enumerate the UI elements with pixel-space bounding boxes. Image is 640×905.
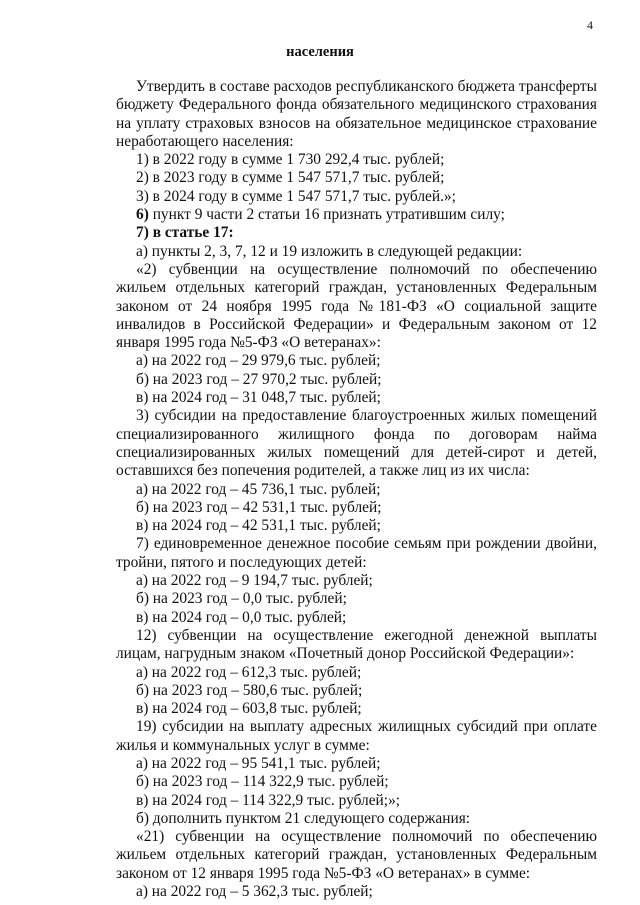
paragraph: б) дополнить пунктом 21 следующего содержания: xyxy=(136,809,471,827)
list-item: а) на 2022 год – 29 979,6 тыс. рублей; xyxy=(136,352,381,370)
list-item: б) на 2023 год – 580,6 тыс. рублей; xyxy=(136,681,363,699)
list-item: а) на 2022 год – 95 541,1 тыс. рублей; xyxy=(136,754,381,772)
paragraph-text: пункт 9 части 2 статьи 16 признать утратившим силу; xyxy=(152,206,505,224)
list-item: а) на 2022 год – 45 736,1 тыс. рублей; xyxy=(136,480,381,498)
paragraph: 19) субсидии на выплату адресных жилищных субсидий при оплате жилья и коммунальных услуг в сумме: xyxy=(116,718,597,754)
list-item: в) на 2024 год – 0,0 тыс. рублей; xyxy=(136,608,347,626)
list-item: а) на 2022 год – 5 362,3 тыс. рублей; xyxy=(136,883,373,901)
page-number: 4 xyxy=(587,18,593,32)
paragraph-item-6 xyxy=(116,206,597,224)
paragraph: «2) субвенции на осуществление полномочий по обеспечению жильем отдельных категорий граждан, установленных Федеральным законом от 24 ноября 1995 года №181-ФЗ «О социальной защите инвалидов в Российской Федерации» и Федеральным законом от 12 января 1995 года №5-ФЗ «О ветеранах»: xyxy=(116,260,597,352)
section-heading: населения xyxy=(286,44,354,60)
list-item: б) на 2023 год – 27 970,2 тыс. рублей; xyxy=(136,370,382,388)
document-body xyxy=(116,78,597,901)
bold-prefix: 7) xyxy=(136,224,149,242)
list-item: в) на 2024 год – 114 322,9 тыс. рублей;»; xyxy=(136,791,401,809)
list-item: а) на 2022 год – 612,3 тыс. рублей; xyxy=(136,663,362,681)
list-item: 1) в 2022 году в сумме 1 730 292,4 тыс. рублей; xyxy=(136,151,445,169)
list-item: 2) в 2023 году в сумме 1 547 571,7 тыс. рублей; xyxy=(136,169,445,187)
paragraph: 12) субвенции на осуществление ежегодной денежной выплаты лицам, нагрудным знаком «Почетный донор Российской Федерации»: xyxy=(116,626,597,663)
list-item: в) на 2024 год – 31 048,7 тыс. рублей; xyxy=(136,389,381,407)
list-item: 3) в 2024 году в сумме 1 547 571,7 тыс. рублей.»; xyxy=(136,187,456,205)
list-item: б) на 2023 год – 114 322,9 тыс. рублей; xyxy=(136,773,389,791)
list-item: б) на 2023 год – 0,0 тыс. рублей; xyxy=(136,590,347,608)
list-item: в) на 2024 год – 42 531,1 тыс. рублей; xyxy=(136,517,381,535)
bold-prefix: 6) xyxy=(136,206,149,224)
paragraph-intro: Утвердить в составе расходов республиканского бюджета трансферты бюджету Федерального фонда обязательного медицинского страхования на уплату страховых взносов на обязательное медицинское страхование неработающего населения: xyxy=(116,78,597,150)
list-item: б) на 2023 год – 42 531,1 тыс. рублей; xyxy=(136,498,382,516)
paragraph: 7) единовременное денежное пособие семьям при рождении двойни, тройни, пятого и последующих детей: xyxy=(116,535,597,571)
paragraph-text: в статье 17: xyxy=(152,224,234,242)
list-item: а) на 2022 год – 9 194,7 тыс. рублей; xyxy=(136,572,373,590)
paragraph: 3) субсидии на предоставление благоустроенных жилых помещений специализированного жилищного фонда по договорам найма специализированных жилых помещений для детей-сирот и детей, оставшихся без попечения родителей, а также лиц из их числа: xyxy=(116,407,597,480)
paragraph: а) пункты 2, 3, 7, 12 и 19 изложить в следующей редакции: xyxy=(136,242,523,260)
paragraph-item-7 xyxy=(116,224,597,242)
paragraph: «21) субвенции на осуществление полномочий по обеспечению жильем отдельных категорий граждан, установленных Федеральным законом от 12 января 1995 года №5-ФЗ «О ветеранах» в сумме: xyxy=(116,828,597,882)
list-item: в) на 2024 год – 603,8 тыс. рублей; xyxy=(136,700,362,718)
